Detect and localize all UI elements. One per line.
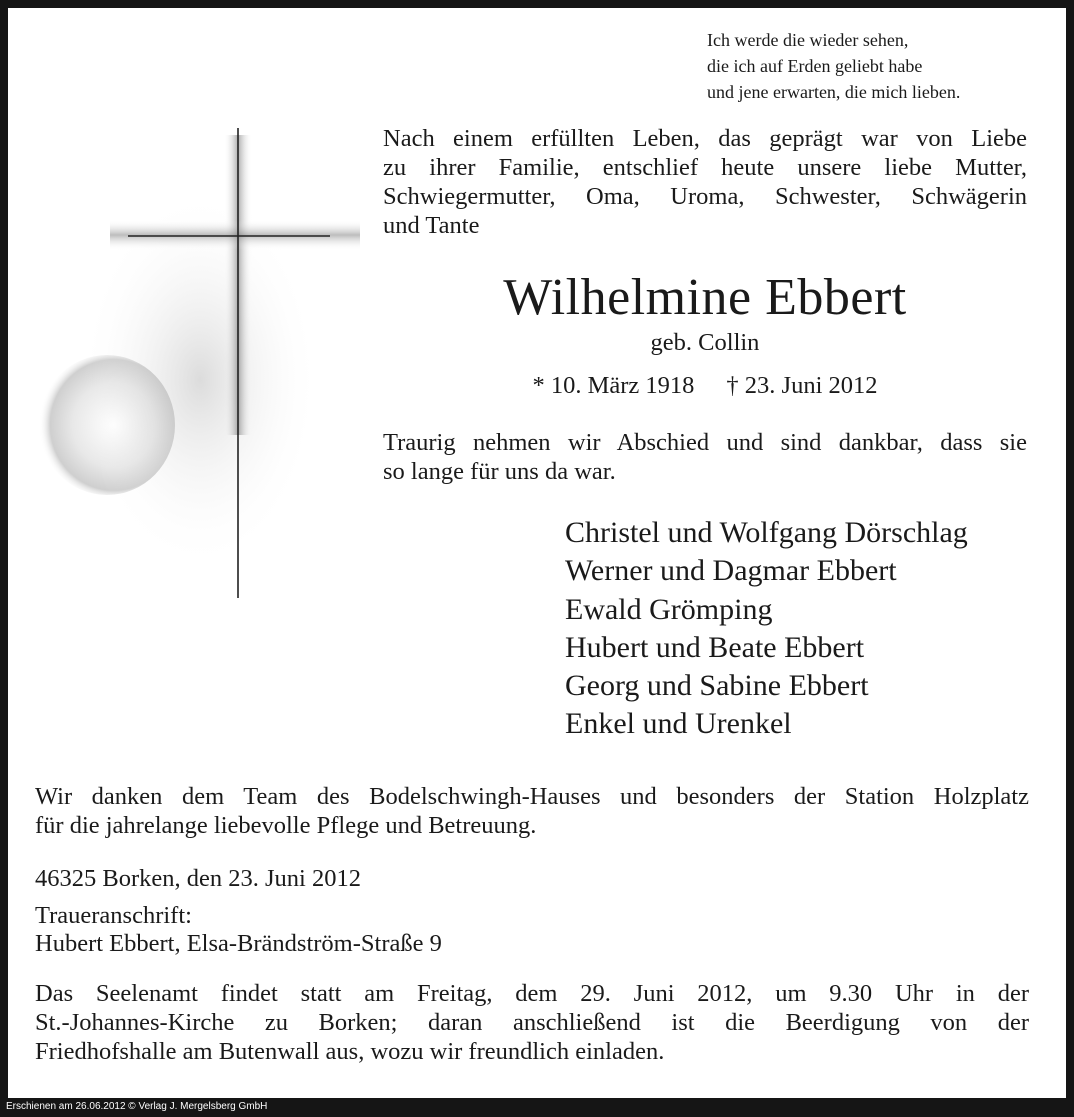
life-dates	[383, 371, 1027, 401]
thanks-line: Wir danken dem Team des Bodelschwingh-Hauses und besonders der Station Holzplatz	[35, 783, 1029, 810]
thanks-line: für die jahrelange liebevolle Pflege und Betreuung.	[35, 812, 537, 839]
place-and-date: 46325 Borken, den 23. Juni 2012	[35, 865, 361, 892]
family-member: Christel und Wolfgang Dörschlag	[565, 516, 968, 549]
intro-line: zu ihrer Familie, entschlief heute unsere liebe Mutter,	[383, 154, 1027, 181]
farewell-text	[383, 428, 1027, 486]
motto-line: und jene erwarten, die mich lieben.	[707, 82, 961, 102]
intro-line: und Tante	[383, 212, 480, 239]
motto-quote	[707, 27, 1047, 105]
publication-footer: Erschienen am 26.06.2012 © Verlag J. Mergelsberg GmbH	[6, 1101, 268, 1112]
mourning-address	[35, 902, 442, 958]
service-line: Das Seelenamt findet statt am Freitag, dem 29. Juni 2012, um 9.30 Uhr in der	[35, 980, 1029, 1007]
service-announcement	[35, 979, 1029, 1066]
service-line: Friedhofshalle am Butenwall aus, wozu wir freundlich einladen.	[35, 1038, 665, 1065]
family-list	[565, 514, 1045, 744]
maiden-name: geb. Collin	[650, 329, 760, 356]
address-value: Hubert Ebbert, Elsa-Brändström-Straße 9	[35, 930, 442, 957]
death-date: † 23. Juni 2012	[726, 372, 878, 399]
intro-line: Nach einem erfüllten Leben, das geprägt war von Liebe	[383, 125, 1027, 152]
address-label: Traueranschrift:	[35, 902, 192, 929]
family-member: Werner und Dagmar Ebbert	[565, 554, 897, 588]
family-member: Ewald Grömping	[565, 592, 773, 626]
motto-line: Ich werde die wieder sehen,	[707, 30, 909, 50]
farewell-line: Traurig nehmen wir Abschied und sind dankbar, dass sie	[383, 429, 1027, 456]
deceased-name: Wilhelmine Ebbert	[503, 269, 907, 326]
service-line: St.-Johannes-Kirche zu Borken; daran anschließend ist die Beerdigung von der	[35, 1009, 1029, 1036]
farewell-line: so lange für uns da war.	[383, 458, 616, 485]
motto-line: die ich auf Erden geliebt habe	[707, 56, 923, 76]
thanks-text	[35, 782, 1029, 840]
family-member: Hubert und Beate Ebbert	[565, 630, 865, 664]
birth-date: * 10. März 1918	[532, 372, 695, 399]
family-member: Enkel und Urenkel	[565, 707, 792, 741]
intro-text	[383, 124, 1027, 240]
intro-line: Schwiegermutter, Oma, Uroma, Schwester, Schwägerin	[383, 183, 1027, 210]
cross-and-moon-illustration	[30, 120, 360, 610]
family-member: Georg und Sabine Ebbert	[565, 669, 869, 703]
